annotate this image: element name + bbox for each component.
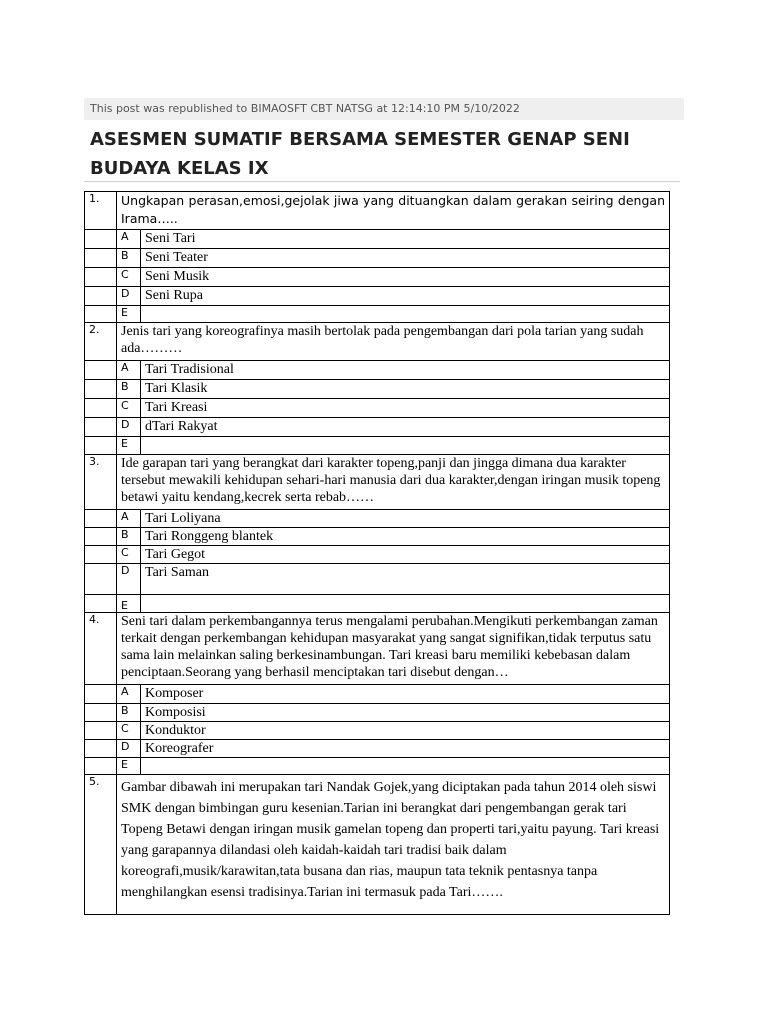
page-title: ASESMEN SUMATIF BERSAMA SEMESTER GENAP SENI BUDAYA KELAS IX (90, 129, 630, 179)
option-letter: D (117, 740, 141, 758)
option-row[interactable] (85, 399, 670, 418)
option-letter: D (117, 564, 141, 595)
option-text: Konduktor (141, 722, 670, 740)
option-text: Seni Tari (141, 230, 670, 249)
option-letter: B (117, 704, 141, 722)
option-letter: C (117, 268, 141, 287)
option-letter: C (117, 722, 141, 740)
question-number: 2. (85, 323, 117, 361)
option-text: Tari Gegot (141, 546, 670, 564)
question-number: 3. (85, 455, 117, 510)
option-text: Seni Teater (141, 249, 670, 268)
option-text: Seni Rupa (141, 287, 670, 306)
option-text: Koreografer (141, 740, 670, 758)
option-row[interactable] (85, 306, 670, 323)
option-text: Tari Klasik (141, 380, 670, 399)
option-text: Tari Tradisional (141, 361, 670, 380)
question-text: Ide garapan tari yang berangkat dari karakter topeng,panji dan jingga dimana dua karakter tersebut mewakili kehidupan sehari-hari manusia dari dua karakter,dengan iringan musik topeng betawi yaitu kendang,kecrek serta rebab…… (117, 455, 670, 510)
question-text: Seni tari dalam perkembangannya terus mengalami perubahan.Mengikuti perkembangan zaman terkait dengan perkembangan kehidupan masyarakat yang sangat signifikan,tidak terputus satu sama lain melainkan saling berkesinambungan. Tari kreasi baru memiliki kebebasan dalam penciptaan.Seorang yang berhasil menciptakan tari disebut dengan… (117, 613, 670, 685)
option-letter: A (117, 230, 141, 249)
option-text: dTari Rakyat (141, 418, 670, 437)
option-row[interactable] (85, 685, 670, 704)
option-text (141, 437, 670, 455)
option-row[interactable] (85, 249, 670, 268)
option-letter: B (117, 249, 141, 268)
option-row[interactable] (85, 546, 670, 564)
option-letter: B (117, 528, 141, 546)
option-letter: E (117, 758, 141, 775)
option-letter: D (117, 287, 141, 306)
question-row (85, 775, 670, 915)
question-row (85, 323, 670, 361)
option-row[interactable] (85, 564, 670, 595)
republish-banner: This post was republished to BIMAOSFT CBT NATSG at 12:14:10 PM 5/10/2022 (84, 98, 684, 120)
title-divider (84, 181, 680, 182)
question-number: 4. (85, 613, 117, 685)
option-row[interactable] (85, 268, 670, 287)
option-letter: B (117, 380, 141, 399)
question-row (85, 613, 670, 685)
option-letter: E (117, 595, 141, 613)
option-text: Komposisi (141, 704, 670, 722)
option-letter: C (117, 399, 141, 418)
option-row[interactable] (85, 287, 670, 306)
option-row[interactable] (85, 722, 670, 740)
option-row[interactable] (85, 418, 670, 437)
question-table (84, 191, 670, 915)
option-text: Tari Loliyana (141, 510, 670, 528)
option-text (141, 758, 670, 775)
option-row[interactable] (85, 704, 670, 722)
option-row[interactable] (85, 595, 670, 613)
option-letter: A (117, 361, 141, 380)
option-letter: E (117, 437, 141, 455)
option-text: Tari Ronggeng blantek (141, 528, 670, 546)
option-row[interactable] (85, 510, 670, 528)
question-number: 1. (85, 192, 117, 230)
question-text: Gambar dibawah ini merupakan tari Nandak Gojek,yang diciptakan pada tahun 2014 oleh siswi SMK dengan bimbingan guru kesenian.Tarian ini berangkat dari pengembangan gerak tari Topeng Betawi dengan iringan musik gamelan topeng dan properti tari,yaitu payung. Tari kreasi yang garapannya dilandasi oleh kaidah-kaidah tari tradisi baik dalam koreografi,musik/karawitan,tata busana dan rias, maupun tata teknik pentasnya tanpa menghilangkan esensi tradisinya.Tarian ini termasuk pada Tari……. (117, 775, 670, 915)
option-letter: E (117, 306, 141, 323)
option-row[interactable] (85, 740, 670, 758)
option-letter: C (117, 546, 141, 564)
option-letter: A (117, 510, 141, 528)
option-text (141, 306, 670, 323)
option-letter: A (117, 685, 141, 704)
question-text: Ungkapan perasan,emosi,gejolak jiwa yang dituangkan dalam gerakan seiring dengan Irama….. (117, 192, 670, 230)
option-text: Tari Saman (141, 564, 670, 595)
option-text: Seni Musik (141, 268, 670, 287)
option-row[interactable] (85, 437, 670, 455)
option-text: Komposer (141, 685, 670, 704)
option-row[interactable] (85, 380, 670, 399)
option-text (141, 595, 670, 613)
option-row[interactable] (85, 528, 670, 546)
question-text: Jenis tari yang koreografinya masih bertolak pada pengembangan dari pola tarian yang sudah ada……… (117, 323, 670, 361)
option-row[interactable] (85, 230, 670, 249)
question-row (85, 455, 670, 510)
option-row[interactable] (85, 361, 670, 380)
question-number: 5. (85, 775, 117, 915)
option-row[interactable] (85, 758, 670, 775)
option-text: Tari Kreasi (141, 399, 670, 418)
option-letter: D (117, 418, 141, 437)
question-row (85, 192, 670, 230)
